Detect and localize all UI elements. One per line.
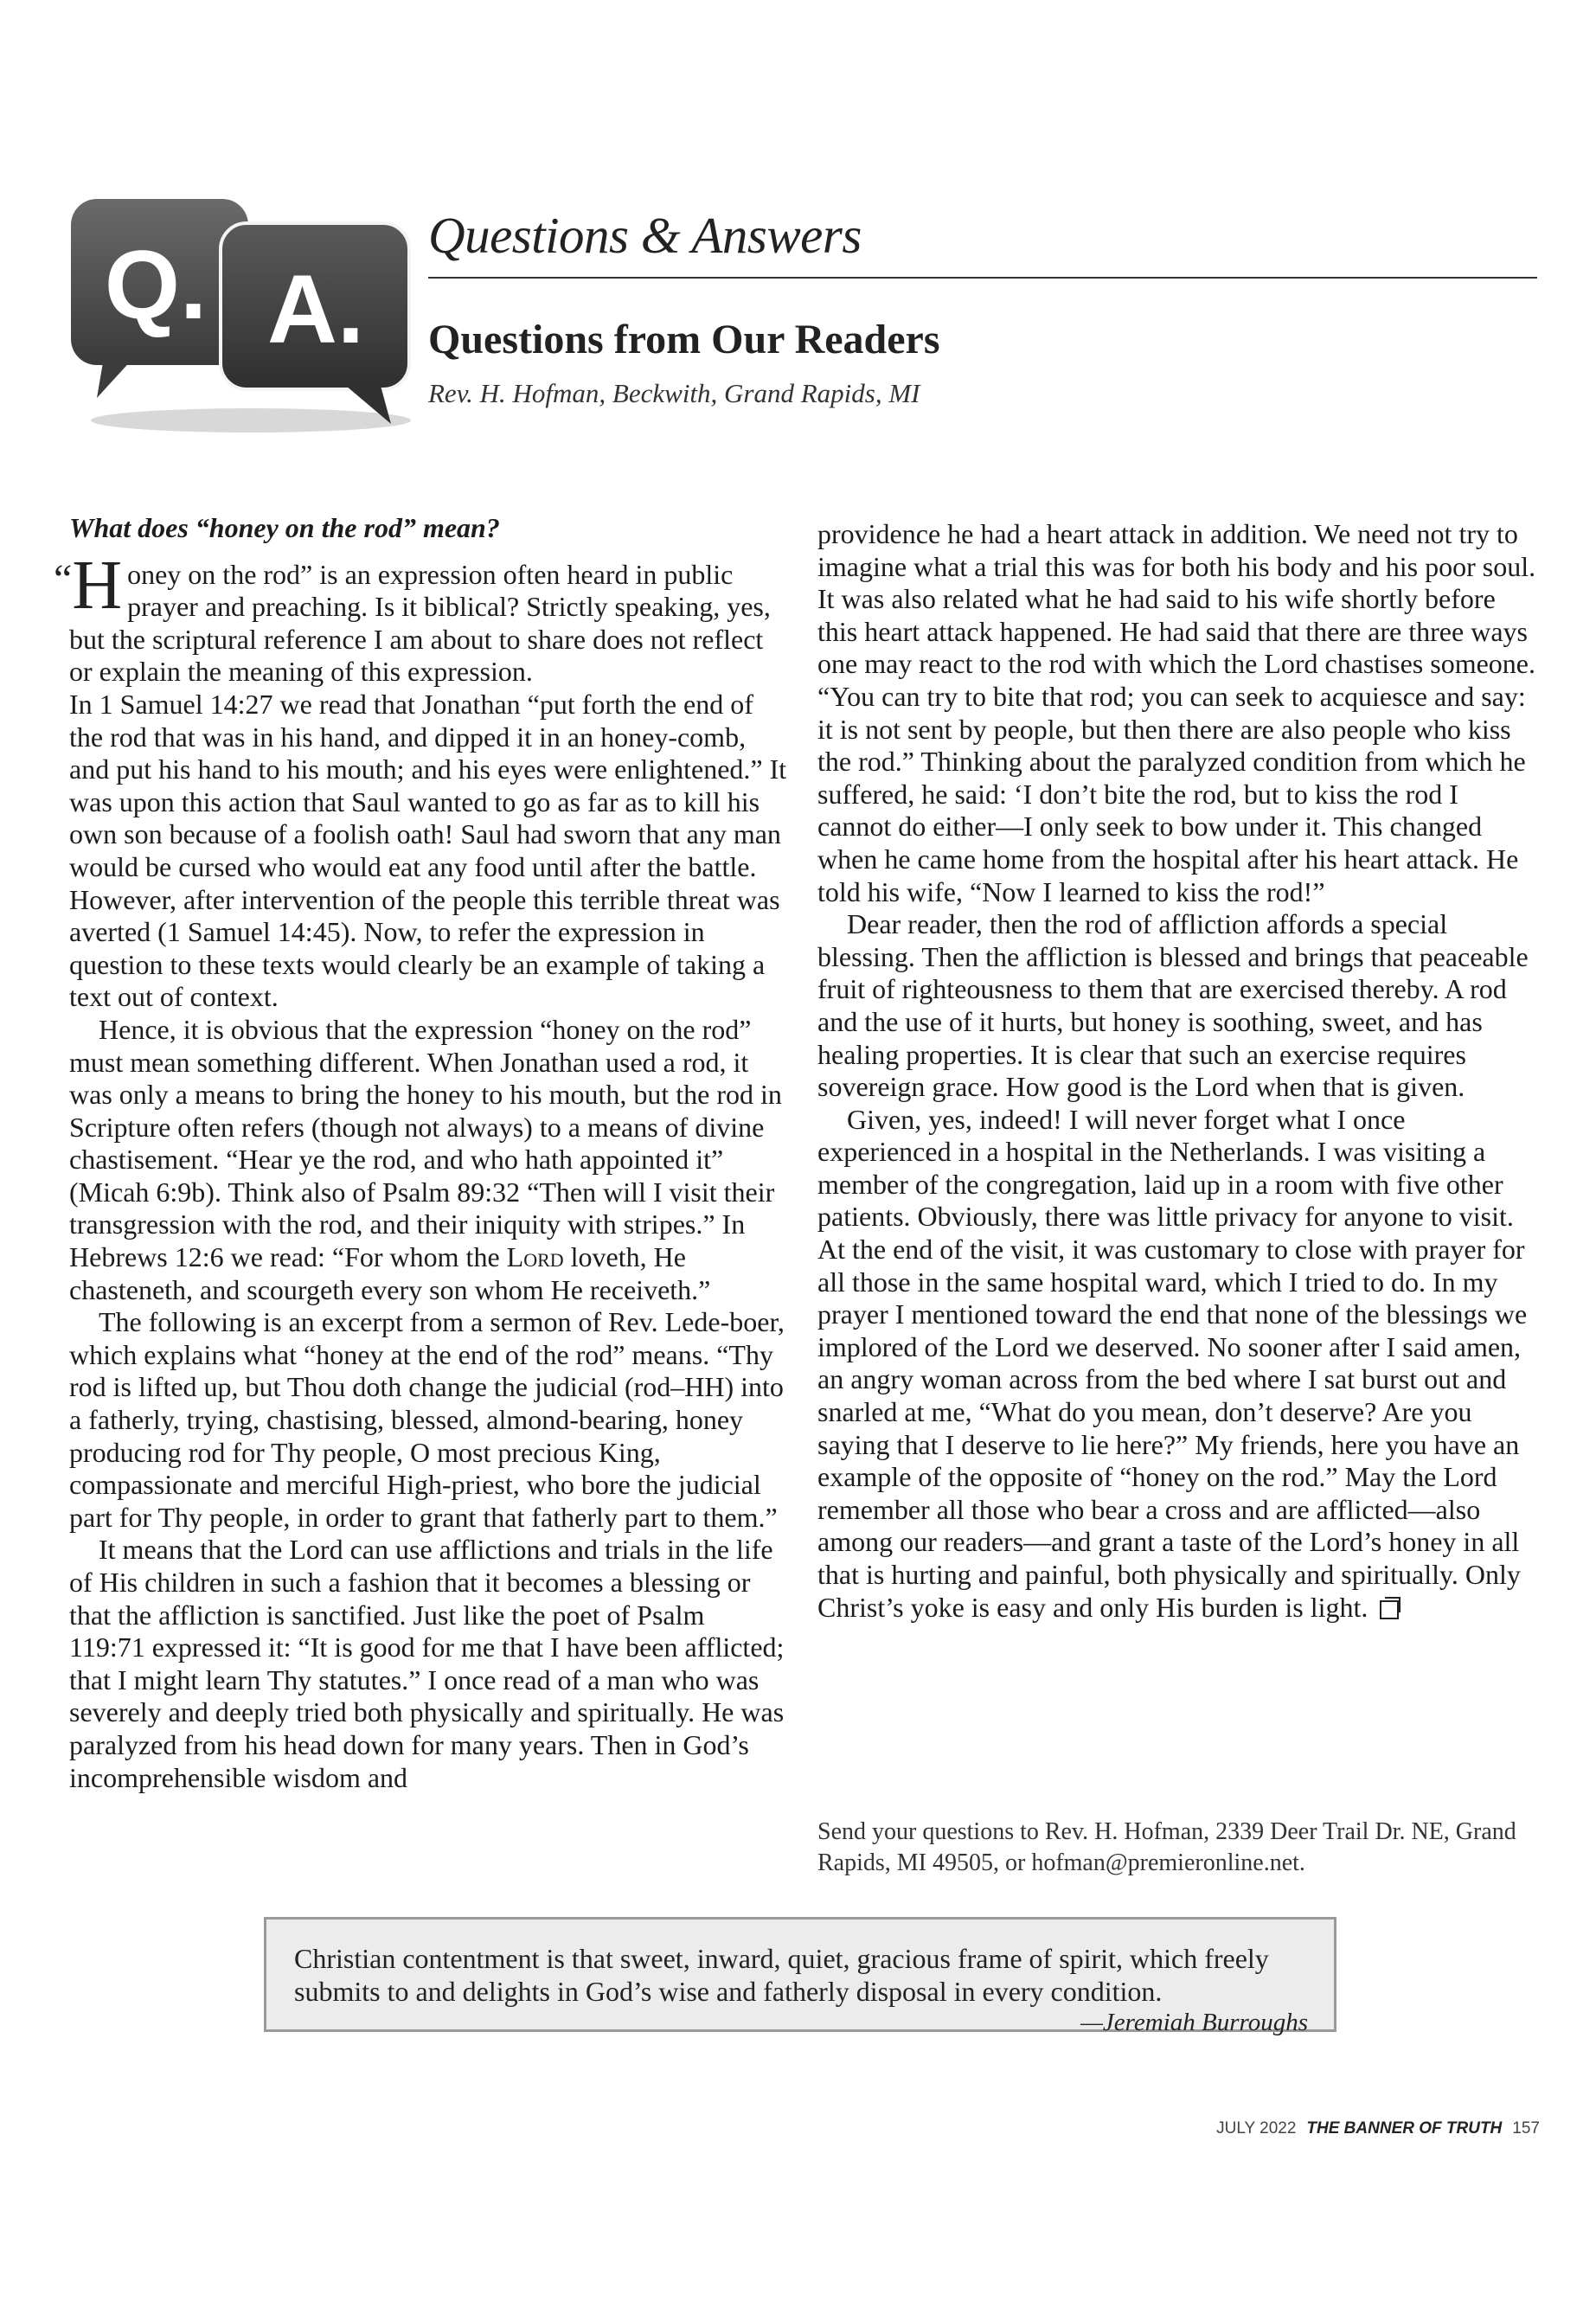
article-column-left — [54, 512, 787, 1794]
paragraph: Given, yes, indeed! I will never forget what I once experienced in a hospital in the Netherlands. I was visiting a member of the congregation, laid up in a room with five other patients. Obviously, there was little privacy for anyone to visit. At the end of the visit, it was customary to close with prayer for all those in the same hospital ward, which I tried to do. In my prayer I mentioned toward the end that none of the blessings we implored of the Lord we deserved. No sooner after I said amen, an angry woman across from the bed where I sat burst out and snarled at me, “What do you mean, don’t deserve? Are you saying that I deserve to lie here?” My friends, here you have an example of the opposite of “honey on the rod.” May the Lord remember all those who bear a cross and are afflicted—also among our readers—and grant a taste of the Lord’s honey in all that is hurting and painful, both physically and spiritually. Only Christ’s yoke is easy and only His burden is light. — [817, 1103, 1528, 1623]
header-divider — [428, 277, 1537, 279]
paragraph: The following is an excerpt from a sermon of Rev. Lede-boer, which explains what “honey at the end of the rod” means. “Thy rod is lifted up, but Thou doth change the judicial (rod–HH) into a fatherly, trying, chastising, blessed, almond-bearing, honey producing rod for Thy people, O most precious King, compassionate and merciful High-priest, who bore the judicial part for Thy people, in order to grant that fatherly part to them.” — [69, 1306, 785, 1533]
article-column-right — [817, 518, 1538, 1624]
magazine-name: THE BANNER OF TRUTH — [1306, 2119, 1503, 2138]
paragraph: Dear reader, then the rod of affliction affords a special blessing. Then the affliction is blessed and brings that peaceable fruit of righteousness to them that are exercised thereby. A rod and the use of it hurts, but honey is soothing, sweet, and has healing properties. It is clear that such an exercise requires sovereign grace. How good is the Lord when that is given. — [817, 908, 1529, 1103]
qa-logo — [69, 197, 415, 439]
page-footer — [1216, 2119, 1540, 2138]
a-letter: A. — [267, 255, 364, 363]
paragraph: In 1 Samuel 14:27 we read that Jonathan “put forth the end of the rod that was in his hand, and dipped it in an honey-comb, and put his hand to his mouth; and his eyes were enlightened.” It was upon this action that Saul wanted to go as far as to kill his own son because of a foolish oath! Saul had sworn that any man would be cursed who would eat any food until after the battle. However, after intervention of the people this terrible threat was averted (1 Samuel 14:45). Now, to refer the expression in question to these texts would clearly be an example of taking a text out of context. — [69, 688, 787, 1013]
question-heading: What does “honey on the rod” mean? — [69, 512, 500, 543]
submission-note: Send your questions to Rev. H. Hofman, 2339 Deer Trail Dr. NE, Grand Rapids, MI 49505, or hofman@premieronline.net. — [817, 1818, 1516, 1876]
paragraph: It means that the Lord can use afflictions and trials in the life of His children in such a fashion that it becomes a blessing or that the affliction is sanctified. Just like the poet of Psalm 119:71 expressed it: “It is good for me that I have been afflicted; that I might learn Thy statutes.” I once read of a man who was severely and deeply tried both physically and spiritually. He was paralyzed from his head down for many years. Then in God’s incomprehensible wisdom and — [69, 1534, 785, 1793]
paragraph: providence he had a heart attack in addition. We need not try to imagine what a trial this was for both his body and his poor soul. It was also related what he had said to his wife shortly before this heart attack happened. He had said that there are three ways one may react to the rod with which the Lord chastises someone. “You can try to bite that rod; you can seek to acquiesce and say: it is not sent by people, but then there are also people who kiss the rod.” Thinking about the paralyzed condition from which he suffered, he said: ‘I don’t bite the rod, but to kiss the rod I cannot do either—I only seek to bow under it. This changed when he came home from the hospital after his heart attack. He told his wife, “Now I learned to kiss the rod!” — [817, 518, 1536, 907]
paragraph: Hence, it is obvious that the expression “honey on the rod” must mean something different. When Jonathan used a rod, it was only a means to bring the honey to his mouth, but the rod in Scripture often refers (though not always) to a means of divine chastisement. “Hear ye the rod, and who hath appointed it” (Micah 6:9b). Think also of Psalm 89:32 “Then will I visit their transgression with the rod, and their iniquity with stripes.” In Hebrews 12:6 we read: “For whom the Lord loveth, He chasteneth, and scourgeth every son whom He receiveth.” — [69, 1013, 782, 1305]
q-letter: Q. — [104, 231, 208, 339]
issue-date: JULY 2022 — [1216, 2119, 1297, 2138]
drop-cap: “H — [54, 547, 123, 624]
quote-text: Christian contentment is that sweet, inward, quiet, gracious frame of spirit, which freely submits to and delights in God’s wise and fatherly disposal in every condition. — [294, 1943, 1269, 2007]
end-of-article-icon — [1380, 1600, 1399, 1619]
quote-author: —Jeremiah Burroughs — [1080, 2009, 1308, 2036]
lord-small-caps: Lord — [506, 1241, 564, 1273]
article-title: Questions from Our Readers — [428, 317, 940, 362]
logo-shadow — [91, 408, 411, 433]
article-byline: Rev. H. Hofman, Beckwith, Grand Rapids, MI — [428, 378, 920, 408]
section-title: Questions & Answers — [428, 207, 862, 264]
paragraph: “H oney on the rod” is an expression often heard in public prayer and preaching. Is it biblical? Strictly speaking, yes, but the scriptural reference I am about to share does not reflect or explain the meaning of this expression. — [54, 547, 771, 688]
page-number: 157 — [1512, 2119, 1540, 2138]
